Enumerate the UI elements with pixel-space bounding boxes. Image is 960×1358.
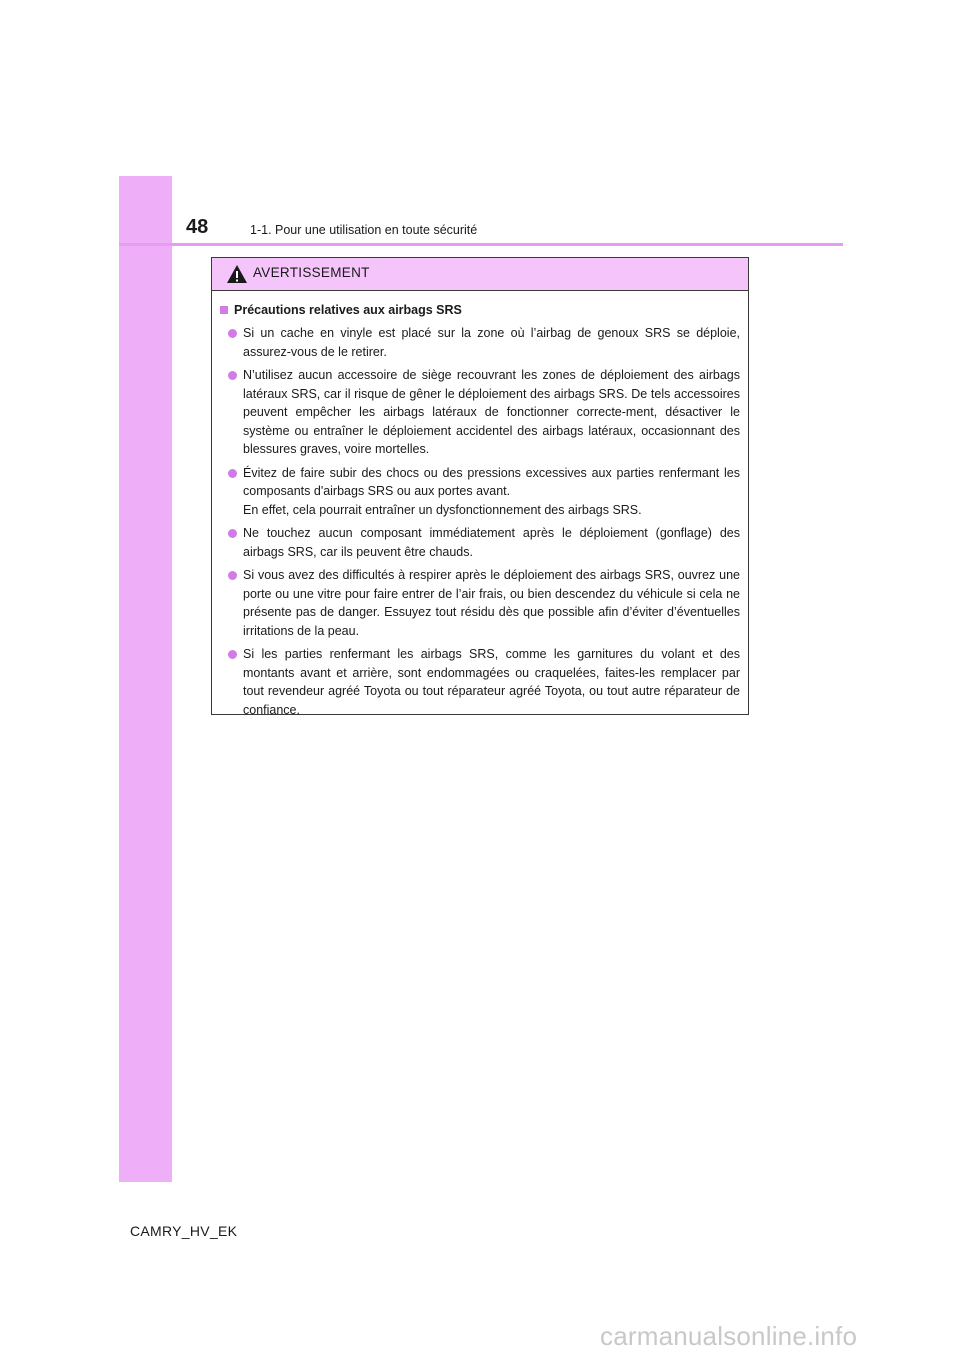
list-item-text [243,464,741,520]
document-code: CAMRY_HV_EK [130,1223,238,1239]
circle-bullet-icon [228,329,237,338]
page-number: 48 [186,216,209,238]
list-item [219,464,741,520]
list-item-paragraph: N’utilisez aucun accessoire de siège recouvrant les zones de déploiement des airbags latéraux SRS, car il risque de gêner le déploiement des airbags SRS. De tels accessoires peuvent empêcher les airbags latéraux de fonctionner correcte-ment, désactiver le système ou entraîner le déploiement accidentel des airbags latéraux, occasionnant des blessures graves, voire mortelles. [243,368,740,456]
list-item [219,645,741,719]
list-item-paragraph: Ne touchez aucun composant immédiatement après le déploiement (gonflage) des airbags SRS, car ils peuvent être chauds. [243,526,740,559]
warning-box [211,257,749,715]
warning-title: AVERTISSEMENT [253,265,370,280]
warning-header [212,258,748,291]
list-item-paragraph: Évitez de faire subir des chocs ou des pressions excessives aux parties renfermant les composants d'airbags SRS ou aux portes avant. [243,465,740,498]
list-item [219,366,741,459]
side-tab-strip [119,176,172,1182]
list-item-text [243,566,741,640]
warning-subheading-text: Précautions relatives aux airbags SRS [234,303,462,317]
list-item-paragraph: En effet, cela pourrait entraîner un dysfonctionnement des airbags SRS. [243,502,642,517]
warning-body [212,291,748,719]
circle-bullet-icon [228,371,237,380]
list-item-text [243,645,741,719]
section-title: 1-1. Pour une utilisation en toute sécurité [250,223,478,237]
warning-subheading [219,301,741,319]
list-item-text [243,524,741,561]
list-item-paragraph: Si les parties renfermant les airbags SRS, comme les garnitures du volant et des montants avant et arrière, sont endommagées ou craquelées, faites-les remplacer par tout revendeur agréé Toyota ou tout réparateur agréé Toyota, ou tout autre réparateur de confiance. [243,647,740,717]
list-item-paragraph: Si vous avez des difficultés à respirer après le déploiement des airbags SRS, ouvrez une porte ou une vitre pour faire entrer de l’air frais, ou bien descendez du véhicule si cela ne présente pas de danger. Essuyez tout résidu dès que possible afin d’éviter d’éventuelles irritations de la peau. [243,568,740,638]
list-item-text [243,324,741,361]
warning-triangle-icon [226,264,248,284]
circle-bullet-icon [228,529,237,538]
list-item-paragraph: Si un cache en vinyle est placé sur la zone où l’airbag de genoux SRS se déploie, assurez-vous de le retirer. [243,326,740,359]
square-bullet-icon [220,306,228,314]
circle-bullet-icon [228,469,237,478]
list-item [219,566,741,640]
list-item [219,324,741,361]
list-item-text [243,366,741,459]
list-item [219,524,741,561]
circle-bullet-icon [228,650,237,659]
circle-bullet-icon [228,571,237,580]
header-divider [119,243,843,246]
watermark: carmanualsonline.info [600,1321,858,1351]
